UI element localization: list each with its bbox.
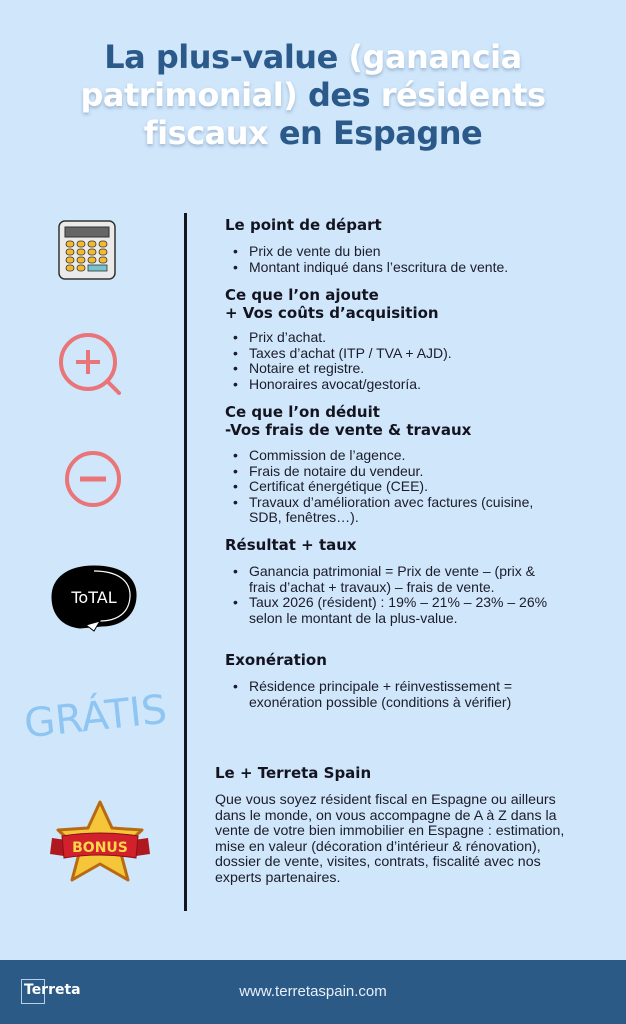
title-part: (ganancia <box>348 38 522 76</box>
section-heading-line: Ce que l’on ajoute <box>225 286 379 304</box>
list-item: • Prix de vente du bien <box>233 244 508 260</box>
zoom-plus-icon <box>58 332 124 398</box>
list-item: • Certificat énergétique (CEE). <box>233 479 563 495</box>
calculator-icon <box>58 220 116 280</box>
section-heading-line: Le + Terreta Spain <box>215 764 372 782</box>
section-heading <box>225 286 439 322</box>
bullet-list <box>233 330 452 392</box>
vertical-divider <box>184 213 187 911</box>
bonus-text: BONUS <box>72 840 128 856</box>
logo[interactable]: Terreta <box>24 982 81 998</box>
section-paragraph: Que vous soyez résident fiscal en Espagne ou ailleurs dans le monde, on vous accompagne de A à Z dans la vente de votre bien immobilier en Espagne : estimation, mise en valeur (décoration d’intérieur & rénovation), dossier de vente, visites, contrats, fiscalité avec nos experts partenaires. <box>215 792 565 886</box>
list-item: • Notaire et registre. <box>233 361 452 377</box>
list-item: • Ganancia patrimonial = Prix de vente – (prix & frais d’achat + travaux) – frais de vente. <box>233 564 563 595</box>
title-part: en Espagne <box>278 114 483 152</box>
section-heading <box>225 216 382 234</box>
section-heading <box>225 651 327 669</box>
total-bubble-icon <box>50 563 138 641</box>
total-text: ToTAL <box>71 588 117 607</box>
page-title <box>0 38 626 152</box>
section-heading-line: + Vos coûts d’acquisition <box>225 304 439 322</box>
section-heading-line: Exonération <box>225 651 327 669</box>
list-item: • Frais de notaire du vendeur. <box>233 464 563 480</box>
gratis-text: GRÁTIS <box>21 686 170 748</box>
list-item: • Prix d’achat. <box>233 330 452 346</box>
title-part: fiscaux <box>143 114 269 152</box>
bonus-star-icon <box>50 800 150 882</box>
section-heading-line: Ce que l’on déduit <box>225 403 380 421</box>
list-item: • Taxes d’achat (ITP / TVA + AJD). <box>233 346 452 362</box>
title-part: résidents <box>380 76 546 114</box>
minus-circle-icon <box>63 449 123 509</box>
website-link[interactable]: www.terretaspain.com <box>239 983 387 1000</box>
section-heading <box>225 536 357 554</box>
title-part: patrimonial) <box>80 76 298 114</box>
bullet-list <box>233 448 563 526</box>
list-item: • Montant indiqué dans l’escritura de vente. <box>233 260 508 276</box>
section-heading-line: Résultat + taux <box>225 536 357 554</box>
title-part: La plus-value <box>104 38 338 76</box>
bullet-list <box>233 564 563 626</box>
list-item: • Résidence principale + réinvestissement = exonération possible (conditions à vérifier) <box>233 679 583 710</box>
list-item: • Taux 2026 (résident) : 19% – 21% – 23% – 26% selon le montant de la plus-value. <box>233 595 563 626</box>
bullet-list <box>233 244 508 275</box>
list-item: • Commission de l’agence. <box>233 448 563 464</box>
section-heading <box>225 403 471 439</box>
list-item: • Honoraires avocat/gestoría. <box>233 377 452 393</box>
bullet-list <box>233 679 583 710</box>
section-heading-line: Le point de départ <box>225 216 382 234</box>
title-part: des <box>307 76 371 114</box>
gratis-icon <box>21 672 170 750</box>
list-item: • Travaux d’amélioration avec factures (cuisine, SDB, fenêtres…). <box>233 495 563 526</box>
section-heading-line: -Vos frais de vente & travaux <box>225 421 472 439</box>
section-heading <box>215 764 371 782</box>
